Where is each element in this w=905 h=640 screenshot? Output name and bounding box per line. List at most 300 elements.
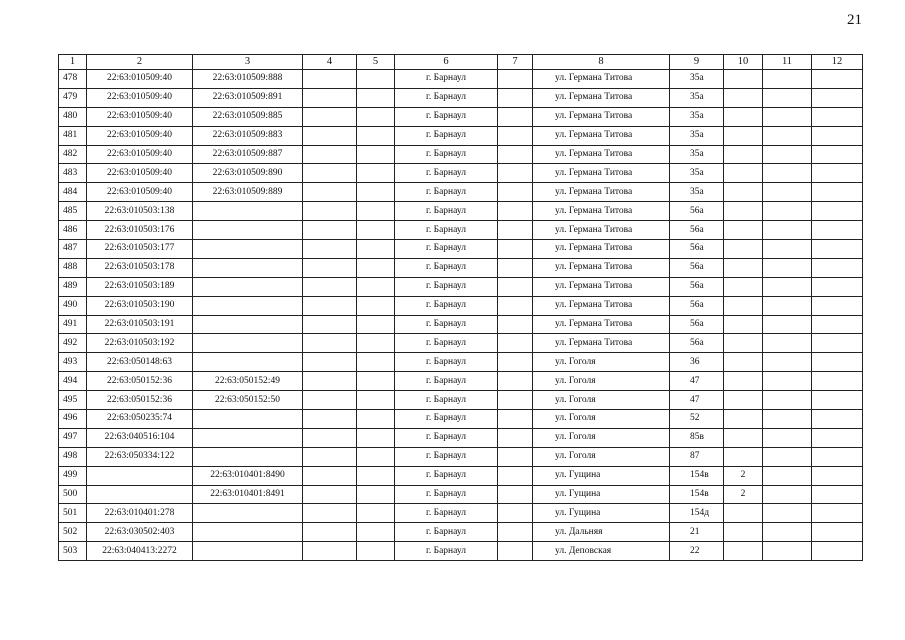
table-cell-col-3: 22:63:050152:49 [193,372,303,391]
table-row [59,372,863,391]
table-cell-col-2: 22:63:050152:36 [87,391,193,410]
table-cell-col-4 [303,183,357,202]
column-header-5: 5 [357,55,395,70]
table-cell-col-2: 22:63:010509:40 [87,145,193,164]
table-cell-col-12 [812,126,863,145]
table-cell-col-8: ул. Германа Титова [533,296,670,315]
table-cell-col-9: 154в [670,485,724,504]
table-cell-col-4 [303,334,357,353]
table-cell-col-6: г. Барнаул [395,466,498,485]
table-cell-col-1: 497 [59,428,87,447]
table-cell-col-4 [303,542,357,561]
table-cell-col-2: 22:63:010509:40 [87,70,193,89]
table-cell-col-12 [812,428,863,447]
table-cell-col-7 [498,107,533,126]
table-row [59,485,863,504]
table-cell-col-1: 486 [59,221,87,240]
table-cell-col-7 [498,202,533,221]
table-cell-col-5 [357,202,395,221]
table-row [59,126,863,145]
table-cell-col-9: 52 [670,410,724,429]
table-cell-col-6: г. Барнаул [395,258,498,277]
table-cell-col-2: 22:63:010509:40 [87,164,193,183]
table-row [59,428,863,447]
table-cell-col-4 [303,126,357,145]
table-cell-col-3: 22:63:010509:890 [193,164,303,183]
table-cell-col-3 [193,447,303,466]
table-cell-col-9: 56а [670,296,724,315]
registry-table [58,54,863,561]
table-cell-col-3 [193,334,303,353]
table-cell-col-3 [193,353,303,372]
table-cell-col-2: 22:63:050235:74 [87,410,193,429]
table-cell-col-6: г. Барнаул [395,221,498,240]
table-cell-col-10 [724,542,763,561]
table-row [59,410,863,429]
table-cell-col-4 [303,277,357,296]
table-cell-col-3 [193,296,303,315]
column-header-11: 11 [763,55,812,70]
table-cell-col-4 [303,353,357,372]
table-cell-col-9: 56а [670,240,724,259]
table-cell-col-8: ул. Гоголя [533,410,670,429]
table-cell-col-12 [812,202,863,221]
table-cell-col-9: 35а [670,70,724,89]
table-cell-col-5 [357,334,395,353]
table-cell-col-3 [193,315,303,334]
table-cell-col-6: г. Барнаул [395,183,498,202]
table-cell-col-6: г. Барнаул [395,410,498,429]
header-row [59,55,863,70]
table-cell-col-7 [498,391,533,410]
table-cell-col-9: 85в [670,428,724,447]
table-cell-col-3 [193,202,303,221]
table-cell-col-5 [357,126,395,145]
table-cell-col-6: г. Барнаул [395,542,498,561]
table-cell-col-11 [763,296,812,315]
table-cell-col-8: ул. Германа Титова [533,107,670,126]
table-cell-col-2: 22:63:010503:189 [87,277,193,296]
table-cell-col-3 [193,428,303,447]
table-cell-col-6: г. Барнаул [395,447,498,466]
table-cell-col-12 [812,221,863,240]
table-cell-col-1: 479 [59,88,87,107]
table-cell-col-6: г. Барнаул [395,353,498,372]
table-cell-col-11 [763,164,812,183]
table-cell-col-5 [357,542,395,561]
table-cell-col-9: 56а [670,221,724,240]
table-cell-col-12 [812,107,863,126]
table-row [59,542,863,561]
table-cell-col-8: ул. Гоголя [533,353,670,372]
table-cell-col-2: 22:63:010401:278 [87,504,193,523]
table-cell-col-5 [357,258,395,277]
table-cell-col-1: 482 [59,145,87,164]
table-row [59,164,863,183]
table-cell-col-9: 56а [670,258,724,277]
table-cell-col-7 [498,296,533,315]
table-cell-col-12 [812,145,863,164]
table-cell-col-8: ул. Гущина [533,504,670,523]
table-cell-col-9: 47 [670,391,724,410]
column-header-12: 12 [812,55,863,70]
table-cell-col-5 [357,372,395,391]
table-cell-col-1: 480 [59,107,87,126]
table-cell-col-4 [303,296,357,315]
table-cell-col-1: 492 [59,334,87,353]
table-cell-col-5 [357,447,395,466]
table-row [59,466,863,485]
table-cell-col-1: 490 [59,296,87,315]
table-cell-col-12 [812,523,863,542]
table-cell-col-2: 22:63:050148:63 [87,353,193,372]
table-cell-col-7 [498,410,533,429]
table-cell-col-9: 56а [670,277,724,296]
table-row [59,183,863,202]
table-cell-col-12 [812,334,863,353]
table-cell-col-8: ул. Германа Титова [533,88,670,107]
column-header-8: 8 [533,55,670,70]
column-header-6: 6 [395,55,498,70]
table-cell-col-8: ул. Германа Титова [533,126,670,145]
table-cell-col-1: 483 [59,164,87,183]
table-cell-col-10 [724,334,763,353]
column-header-1: 1 [59,55,87,70]
table-cell-col-4 [303,221,357,240]
table-cell-col-5 [357,391,395,410]
table-row [59,315,863,334]
table-cell-col-6: г. Барнаул [395,126,498,145]
table-cell-col-5 [357,296,395,315]
table-cell-col-11 [763,353,812,372]
table-cell-col-3: 22:63:010509:889 [193,183,303,202]
table-cell-col-5 [357,88,395,107]
table-cell-col-7 [498,221,533,240]
table-cell-col-3: 22:63:010509:888 [193,70,303,89]
table-row [59,258,863,277]
table-cell-col-10 [724,391,763,410]
table-cell-col-12 [812,391,863,410]
table-cell-col-6: г. Барнаул [395,107,498,126]
table-cell-col-5 [357,485,395,504]
table-cell-col-4 [303,258,357,277]
table-cell-col-10 [724,315,763,334]
table-body [59,70,863,561]
table-cell-col-11 [763,145,812,164]
table-cell-col-7 [498,485,533,504]
table-cell-col-4 [303,107,357,126]
table-cell-col-11 [763,202,812,221]
table-cell-col-7 [498,88,533,107]
table-row [59,504,863,523]
table-row [59,277,863,296]
table-cell-col-11 [763,447,812,466]
table-row [59,391,863,410]
table-cell-col-10 [724,372,763,391]
table-cell-col-11 [763,466,812,485]
table-cell-col-3: 22:63:010401:8490 [193,466,303,485]
table-cell-col-8: ул. Германа Титова [533,334,670,353]
table-cell-col-7 [498,334,533,353]
table-cell-col-9: 35а [670,164,724,183]
table-cell-col-7 [498,258,533,277]
table-cell-col-11 [763,542,812,561]
table-cell-col-10: 2 [724,466,763,485]
table-cell-col-11 [763,107,812,126]
table-cell-col-2: 22:63:010509:40 [87,107,193,126]
table-cell-col-8: ул. Германа Титова [533,240,670,259]
table-cell-col-9: 36 [670,353,724,372]
table-cell-col-1: 493 [59,353,87,372]
table-cell-col-12 [812,353,863,372]
table-cell-col-11 [763,88,812,107]
table-cell-col-10 [724,183,763,202]
table-cell-col-8: ул. Германа Титова [533,202,670,221]
table-cell-col-10 [724,202,763,221]
table-cell-col-6: г. Барнаул [395,372,498,391]
table-cell-col-9: 56а [670,315,724,334]
table-cell-col-11 [763,410,812,429]
table-cell-col-9: 35а [670,88,724,107]
table-cell-col-1: 502 [59,523,87,542]
table-cell-col-3 [193,277,303,296]
table-cell-col-8: ул. Гоголя [533,391,670,410]
table-cell-col-1: 485 [59,202,87,221]
table-cell-col-12 [812,315,863,334]
table-cell-col-2: 22:63:010503:190 [87,296,193,315]
table-cell-col-2 [87,466,193,485]
table-cell-col-1: 500 [59,485,87,504]
table-cell-col-10 [724,221,763,240]
table-cell-col-8: ул. Германа Титова [533,277,670,296]
table-cell-col-4 [303,70,357,89]
table-cell-col-8: ул. Гоголя [533,428,670,447]
table-cell-col-2: 22:63:030502:403 [87,523,193,542]
table-cell-col-7 [498,542,533,561]
table-cell-col-12 [812,372,863,391]
table-cell-col-2: 22:63:010509:40 [87,183,193,202]
table-row [59,334,863,353]
table-cell-col-6: г. Барнаул [395,202,498,221]
table-cell-col-3 [193,240,303,259]
table-cell-col-1: 499 [59,466,87,485]
table-cell-col-2: 22:63:010509:40 [87,88,193,107]
table-cell-col-6: г. Барнаул [395,240,498,259]
table-cell-col-1: 495 [59,391,87,410]
table-cell-col-7 [498,504,533,523]
table-cell-col-7 [498,353,533,372]
table-cell-col-11 [763,221,812,240]
table-cell-col-8: ул. Германа Титова [533,258,670,277]
table-row [59,145,863,164]
table-row [59,240,863,259]
table-cell-col-7 [498,145,533,164]
table-row [59,523,863,542]
table-cell-col-10 [724,277,763,296]
table-cell-col-7 [498,164,533,183]
table-cell-col-10 [724,107,763,126]
table-cell-col-9: 154в [670,466,724,485]
table-cell-col-1: 494 [59,372,87,391]
table-cell-col-12 [812,183,863,202]
table-cell-col-4 [303,372,357,391]
table-cell-col-5 [357,428,395,447]
table-cell-col-11 [763,240,812,259]
table-cell-col-6: г. Барнаул [395,485,498,504]
table-cell-col-6: г. Барнаул [395,428,498,447]
column-header-7: 7 [498,55,533,70]
table-cell-col-12 [812,504,863,523]
table-cell-col-9: 154д [670,504,724,523]
table-cell-col-11 [763,504,812,523]
table-cell-col-5 [357,504,395,523]
table-cell-col-5 [357,523,395,542]
table-row [59,296,863,315]
table-cell-col-10: 2 [724,485,763,504]
table-row [59,221,863,240]
table-cell-col-8: ул. Гоголя [533,447,670,466]
table-cell-col-10 [724,258,763,277]
table-cell-col-5 [357,277,395,296]
table-cell-col-5 [357,315,395,334]
table-cell-col-2: 22:63:040516:104 [87,428,193,447]
table-cell-col-6: г. Барнаул [395,334,498,353]
table-row [59,353,863,372]
table-cell-col-11 [763,315,812,334]
table-cell-col-2: 22:63:010503:176 [87,221,193,240]
table-cell-col-12 [812,70,863,89]
table-cell-col-3 [193,504,303,523]
table-cell-col-10 [724,410,763,429]
table-cell-col-3 [193,258,303,277]
table-cell-col-9: 22 [670,542,724,561]
table-cell-col-4 [303,391,357,410]
table-cell-col-1: 481 [59,126,87,145]
table-cell-col-1: 489 [59,277,87,296]
table-cell-col-1: 487 [59,240,87,259]
table-cell-col-8: ул. Германа Титова [533,70,670,89]
table-cell-col-5 [357,145,395,164]
table-cell-col-10 [724,145,763,164]
table-cell-col-7 [498,70,533,89]
table-cell-col-4 [303,523,357,542]
table-cell-col-11 [763,126,812,145]
column-header-9: 9 [670,55,724,70]
table-cell-col-10 [724,504,763,523]
column-header-10: 10 [724,55,763,70]
table-cell-col-6: г. Барнаул [395,145,498,164]
table-cell-col-1: 496 [59,410,87,429]
table-cell-col-7 [498,523,533,542]
table-cell-col-12 [812,542,863,561]
table-cell-col-8: ул. Деповская [533,542,670,561]
table-cell-col-3: 22:63:010509:883 [193,126,303,145]
table-cell-col-8: ул. Дальняя [533,523,670,542]
table-cell-col-12 [812,88,863,107]
table-cell-col-8: ул. Германа Титова [533,221,670,240]
table-cell-col-5 [357,410,395,429]
table-cell-col-1: 484 [59,183,87,202]
table-cell-col-2: 22:63:010503:178 [87,258,193,277]
table-cell-col-9: 21 [670,523,724,542]
table-cell-col-10 [724,240,763,259]
table-cell-col-5 [357,240,395,259]
table-cell-col-1: 478 [59,70,87,89]
table-cell-col-3 [193,542,303,561]
table-row [59,70,863,89]
table-cell-col-6: г. Барнаул [395,523,498,542]
table-cell-col-3: 22:63:010509:887 [193,145,303,164]
table-cell-col-5 [357,221,395,240]
table-cell-col-2: 22:63:050152:36 [87,372,193,391]
table-cell-col-2 [87,485,193,504]
table-cell-col-10 [724,523,763,542]
table-cell-col-10 [724,447,763,466]
table-cell-col-8: ул. Германа Титова [533,164,670,183]
table-cell-col-4 [303,315,357,334]
table-cell-col-9: 35а [670,107,724,126]
table-cell-col-8: ул. Германа Титова [533,315,670,334]
table-cell-col-9: 35а [670,183,724,202]
table-cell-col-8: ул. Гоголя [533,372,670,391]
table-cell-col-4 [303,164,357,183]
table-cell-col-4 [303,447,357,466]
table-cell-col-11 [763,183,812,202]
table-cell-col-11 [763,428,812,447]
table-cell-col-11 [763,258,812,277]
column-header-2: 2 [87,55,193,70]
table-cell-col-10 [724,88,763,107]
table-cell-col-2: 22:63:010503:177 [87,240,193,259]
table-cell-col-2: 22:63:050334:122 [87,447,193,466]
table-cell-col-6: г. Барнаул [395,88,498,107]
table-cell-col-12 [812,485,863,504]
table-cell-col-9: 35а [670,145,724,164]
table-cell-col-7 [498,315,533,334]
table-cell-col-10 [724,296,763,315]
table-cell-col-8: ул. Гущина [533,485,670,504]
table-cell-col-7 [498,447,533,466]
table-row [59,202,863,221]
table-cell-col-6: г. Барнаул [395,391,498,410]
table-cell-col-1: 503 [59,542,87,561]
table-cell-col-10 [724,428,763,447]
table-cell-col-11 [763,485,812,504]
table-cell-col-7 [498,126,533,145]
table-cell-col-7 [498,277,533,296]
table-cell-col-2: 22:63:010509:40 [87,126,193,145]
table-cell-col-2: 22:63:040413:2272 [87,542,193,561]
table-cell-col-4 [303,410,357,429]
table-cell-col-8: ул. Гущина [533,466,670,485]
table-cell-col-12 [812,240,863,259]
column-header-4: 4 [303,55,357,70]
table-cell-col-7 [498,240,533,259]
table-cell-col-10 [724,164,763,183]
table-row [59,447,863,466]
table-cell-col-1: 498 [59,447,87,466]
table-cell-col-11 [763,391,812,410]
table-cell-col-12 [812,447,863,466]
table-cell-col-7 [498,372,533,391]
table-cell-col-10 [724,70,763,89]
table-cell-col-4 [303,240,357,259]
table-cell-col-12 [812,164,863,183]
table-cell-col-9: 47 [670,372,724,391]
table-cell-col-2: 22:63:010503:192 [87,334,193,353]
table-cell-col-2: 22:63:010503:191 [87,315,193,334]
table-cell-col-12 [812,466,863,485]
